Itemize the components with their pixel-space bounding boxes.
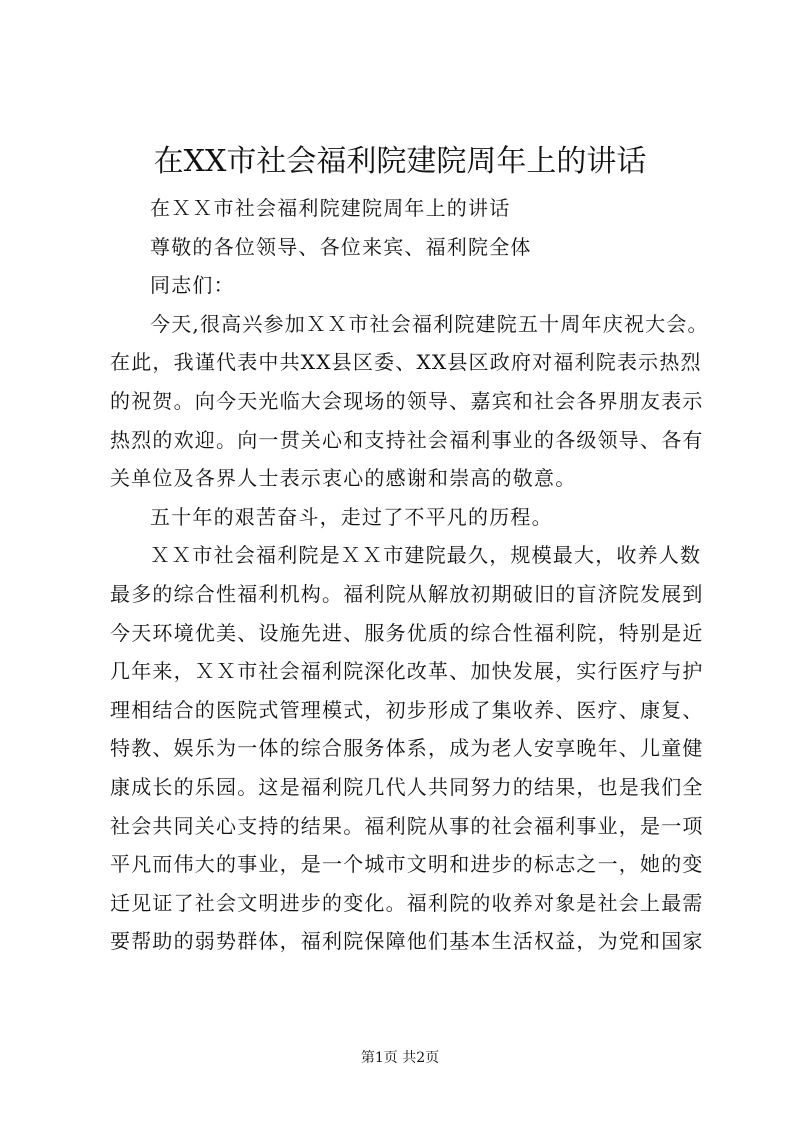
body-line: 几年来，ＸＸ市社会福利院深化改革、加快发展，实行医疗与护: [110, 659, 704, 684]
body-line: 理相结合的医院式管理模式，初步形成了集收养、医疗、康复、: [110, 697, 704, 722]
body-line: 今天环境优美、设施先进、服务优质的综合性福利院，特别是近: [110, 620, 704, 645]
page-footer: 第1页 共2页: [360, 1050, 440, 1066]
body-line: 尊敬的各位领导、各位来宾、福利院全体: [150, 234, 532, 259]
body-line: 同志们：: [150, 273, 235, 298]
body-line: ＸＸ市社会福利院是ＸＸ市建院最久，规模最大，收养人数: [150, 543, 702, 568]
body-line: 关单位及各界人士表示衷心的感谢和崇高的敬意。: [110, 466, 577, 491]
body-line: 的祝贺。向今天光临大会现场的领导、嘉宾和社会各界朋友表示: [110, 388, 704, 413]
body-line: 特教、娱乐为一体的综合服务体系，成为老人安享晚年、儿童健: [110, 736, 704, 761]
body-line: 要帮助的弱势群体，福利院保障他们基本生活权益，为党和国家: [110, 929, 704, 954]
body-line: 迁见证了社会文明进步的变化。福利院的收养对象是社会上最需: [110, 890, 704, 915]
document-body: [110, 189, 710, 961]
body-line: 五十年的艰苦奋斗，走过了不平凡的历程。: [150, 504, 553, 529]
body-line: 平凡而伟大的事业，是一个城市文明和进步的标志之一，她的变: [110, 852, 704, 877]
body-line: 今天,很高兴参加ＸＸ市社会福利院建院五十周年庆祝大会。: [150, 311, 709, 336]
body-line: 在此，我谨代表中共XX县区委、XX县区政府对福利院表示热烈: [110, 350, 702, 375]
body-line: 康成长的乐园。这是福利院几代人共同努力的结果，也是我们全: [110, 774, 704, 799]
document-title: 在XX市社会福利院建院周年上的讲话: [153, 144, 647, 179]
body-line: 在ＸＸ市社会福利院建院周年上的讲话: [150, 196, 511, 220]
body-line: 社会共同关心支持的结果。福利院从事的社会福利事业，是一项: [110, 813, 704, 838]
body-line: 热烈的欢迎。向一贯关心和支持社会福利事业的各级领导、各有: [110, 427, 704, 452]
body-line: 最多的综合性福利机构。福利院从解放初期破旧的盲济院发展到: [110, 581, 704, 606]
